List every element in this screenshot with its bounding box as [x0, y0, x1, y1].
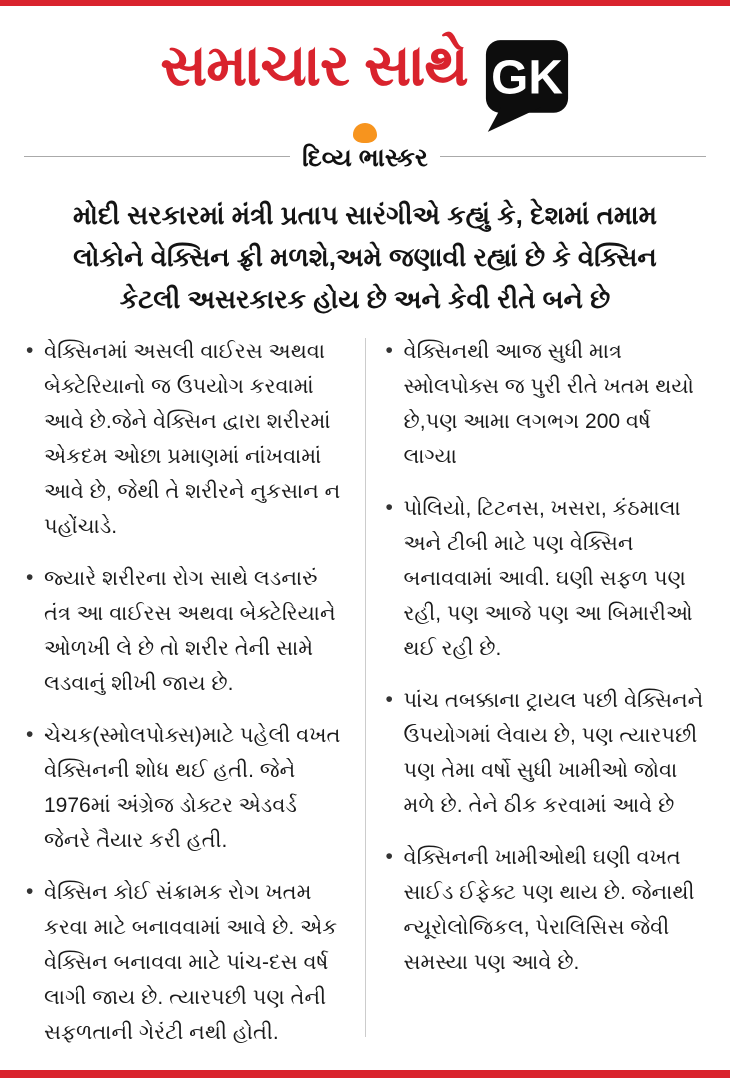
bullet-item: • પાંચ તબક્કાના ટ્રાયલ પછી વેક્સિનને ઉપયોગમાં લેવાય છે, પણ ત્યારપછી પણ તેમા વર્ષો સુધી ખામીઓ જોવા મળે છે. તેને ઠીક કરવામાં આવે છે [384, 683, 707, 823]
bullet-item: • ચેચક(સ્મોલપોક્સ)માટે પહેલી વખત વેક્સિનની શોધ થઈ હતી. જેને 1976માં અંગ્રેજ ડોક્ટર એડવર્ડ જેનરે તૈયાર કરી હતી. [24, 718, 347, 858]
bullet-item: • વેક્સિનની ખામીઓથી ઘણી વખત સાઈડ ઈફેક્ટ પણ થાય છે. જેનાથી ન્યૂરોલોજિકલ, પેરાલિસિસ જેવી સમસ્યા પણ આવે છે. [384, 840, 707, 980]
bullet-columns [0, 326, 730, 1067]
masthead-right-rule [440, 156, 706, 157]
gk-badge-label: GK [490, 51, 563, 105]
bullet-item: • વેક્સિનમાં અસલી વાઈરસ અથવા બેક્ટેરિયાનો જ ઉપયોગ કરવામાં આવે છે.જેને વેક્સિન દ્વારા શરીરમાં એકદમ ઓછા પ્રમાણમાં નાંખવામાં આવે છે, જેથી તે શરીરને નુકસાન ન પહોંચાડે. [24, 334, 347, 544]
headline: મોદી સરકારમાં મંત્રી પ્રતાપ સારંગીએ કહ્યું કે, દેશમાં તમામ લોકોને વેક્સિન ફ્રી મળશે,અમે જણાવી રહ્યાં છે કે વેક્સિન કેટલી અસરકારક હોય છે અને કેવી રીતે બને છે [73, 200, 657, 314]
top-accent-bar [0, 0, 730, 6]
bullet-item: • પોલિયો, ટિટનસ, ખસરા, કંઠમાલા અને ટીબી માટે પણ વેક્સિન બનાવવામાં આવી. ઘણી સફળ પણ રહી, પણ આજે પણ આ બિમારીઓ થઈ રહી છે. [384, 491, 707, 666]
masthead [24, 134, 706, 178]
bullet-item: • જ્યારે શરીરના રોગ સાથે લડનારું તંત્ર આ વાઈરસ અથવા બેક્ટેરિયાને ઓળખી લે છે તો શરીર તેની સામે લડવાનું શીખી જાય છે. [24, 561, 347, 701]
bullet-item: • વેક્સિન કોઈ સંક્રામક રોગ ખતમ કરવા માટે બનાવવામાં આવે છે. એક વેક્સિન બનાવવા માટે પાંચ-દસ વર્ષ લાગી જાય છે. ત્યારપછી પણ તેની સફળતાની ગેરંટી નથી હોતી. [24, 875, 347, 1050]
title-row [0, 32, 730, 132]
column-divider [365, 338, 366, 1037]
page-title: સમાચાર સાથે [160, 33, 468, 98]
flame-icon [353, 123, 377, 143]
bullet-item: • વેક્સિનથી આજ સુધી માત્ર સ્મોલપોક્સ જ પુરી રીતે ખતમ થયો છે,પણ આમા લગભગ 200 વર્ષ લાગ્યા [384, 334, 707, 474]
masthead-left-rule [24, 156, 290, 157]
bottom-accent-bar [0, 1070, 730, 1078]
right-bullet-list [384, 334, 707, 980]
left-bullet-list [24, 334, 347, 1050]
left-column [24, 334, 347, 1067]
masthead-logo [290, 123, 440, 172]
masthead-name: દિવ્ય ભાસ્કર [302, 143, 428, 172]
right-column [384, 334, 707, 1067]
gk-speech-bubble-icon [484, 38, 570, 134]
